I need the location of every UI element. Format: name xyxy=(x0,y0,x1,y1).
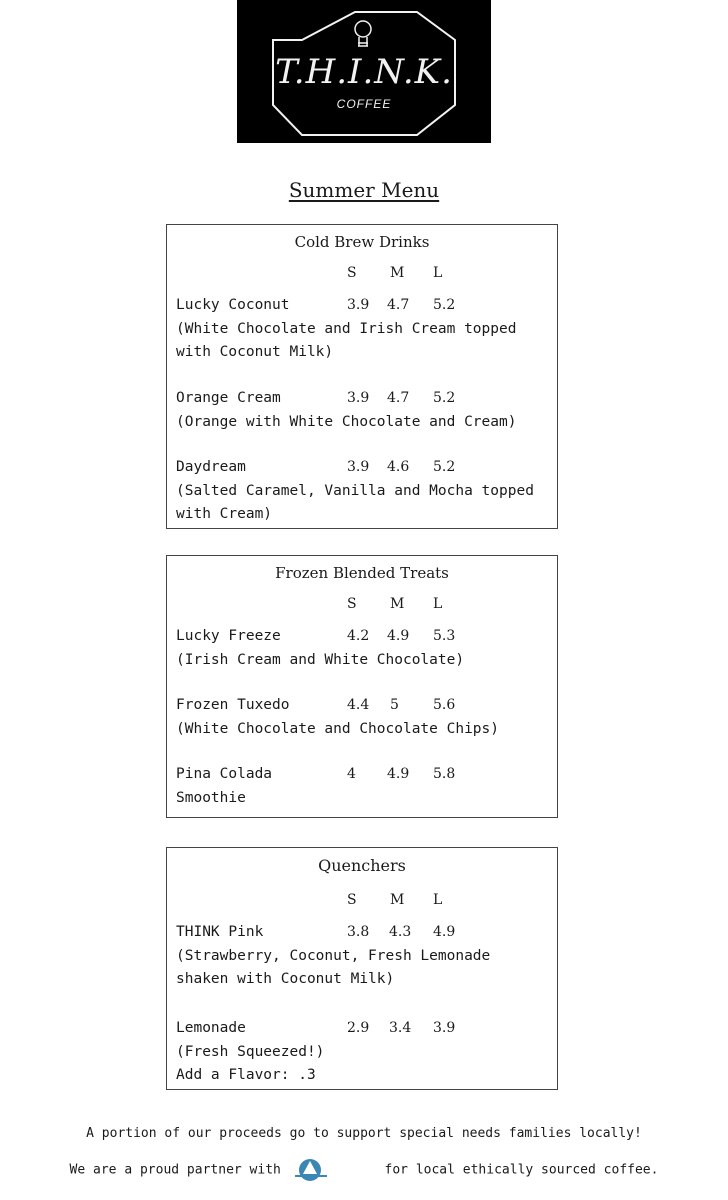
logo-title: T.H.I.N.K. xyxy=(275,52,453,92)
price-s: 3.9 xyxy=(347,390,370,406)
item-name: Daydream xyxy=(176,459,246,475)
size-m-header: M xyxy=(390,596,405,612)
partner-text-after: for local ethically sourced coffee. xyxy=(384,1162,659,1178)
item-desc: (Fresh Squeezed!) xyxy=(176,1044,325,1060)
price-l: 3.9 xyxy=(433,1020,456,1036)
price-l: 5.8 xyxy=(433,766,456,782)
section-frozen-blended xyxy=(166,555,558,818)
size-s-header: S xyxy=(347,892,357,908)
size-s-header: S xyxy=(347,265,357,281)
item-desc: Add a Flavor: .3 xyxy=(176,1067,316,1083)
size-l-header: L xyxy=(433,596,443,612)
item-desc: (Irish Cream and White Chocolate) xyxy=(176,652,465,668)
price-m: 4.6 xyxy=(387,459,410,475)
price-l: 4.9 xyxy=(433,924,456,940)
item-name: Frozen Tuxedo xyxy=(176,697,290,713)
price-s: 4 xyxy=(347,766,356,782)
item-desc: Smoothie xyxy=(176,790,246,806)
item-name: Pina Colada xyxy=(176,766,273,782)
price-m: 4.7 xyxy=(387,297,410,313)
size-l-header: L xyxy=(433,892,443,908)
item-name: Orange Cream xyxy=(176,390,281,406)
think-coffee-logo xyxy=(237,0,491,143)
blue-sail-logo xyxy=(293,1152,373,1188)
price-m: 4.9 xyxy=(387,628,410,644)
item-desc: (White Chocolate and Chocolate Chips) xyxy=(176,721,500,737)
price-m: 3.4 xyxy=(389,1020,412,1036)
item-desc: with Coconut Milk) xyxy=(176,344,334,360)
price-s: 3.9 xyxy=(347,459,370,475)
price-m: 5 xyxy=(390,697,399,713)
footer-proceeds-note: A portion of our proceeds go to support special needs families locally! xyxy=(86,1126,642,1141)
section-cold-brew xyxy=(166,224,558,529)
section-title: Quenchers xyxy=(318,856,406,875)
item-desc: (White Chocolate and Irish Cream topped xyxy=(176,321,517,337)
size-m-header: M xyxy=(390,892,405,908)
price-l: 5.6 xyxy=(433,697,456,713)
price-s: 4.4 xyxy=(347,697,370,713)
price-l: 5.2 xyxy=(433,297,456,313)
price-s: 3.9 xyxy=(347,297,370,313)
footer-partner-line xyxy=(0,1152,728,1188)
item-desc: with Cream) xyxy=(176,506,273,522)
price-l: 5.2 xyxy=(433,459,456,475)
sail-icon xyxy=(293,1152,373,1188)
item-name: THINK Pink xyxy=(176,924,264,940)
size-m-header: M xyxy=(390,265,405,281)
price-l: 5.2 xyxy=(433,390,456,406)
price-s: 3.8 xyxy=(347,924,370,940)
item-name: Lemonade xyxy=(176,1020,246,1036)
price-m: 4.7 xyxy=(387,390,410,406)
item-name: Lucky Coconut xyxy=(176,297,290,313)
item-desc: (Strawberry, Coconut, Fresh Lemonade xyxy=(176,948,491,964)
partner-text-before: We are a proud partner with xyxy=(69,1162,281,1178)
item-name: Lucky Freeze xyxy=(176,628,281,644)
item-desc: (Salted Caramel, Vanilla and Mocha topped xyxy=(176,483,534,499)
price-m: 4.9 xyxy=(387,766,410,782)
item-desc: shaken with Coconut Milk) xyxy=(176,971,395,987)
section-title: Frozen Blended Treats xyxy=(275,564,449,582)
page-title: Summer Menu xyxy=(288,178,440,202)
size-s-header: S xyxy=(347,596,357,612)
lightbulb-icon xyxy=(355,21,371,46)
section-title: Cold Brew Drinks xyxy=(294,233,430,251)
price-s: 4.2 xyxy=(347,628,370,644)
logo-subtitle: COFFEE xyxy=(336,97,392,111)
price-m: 4.3 xyxy=(389,924,412,940)
price-s: 2.9 xyxy=(347,1020,370,1036)
section-quenchers xyxy=(166,847,558,1090)
item-desc: (Orange with White Chocolate and Cream) xyxy=(176,414,517,430)
size-l-header: L xyxy=(433,265,443,281)
price-l: 5.3 xyxy=(433,628,456,644)
